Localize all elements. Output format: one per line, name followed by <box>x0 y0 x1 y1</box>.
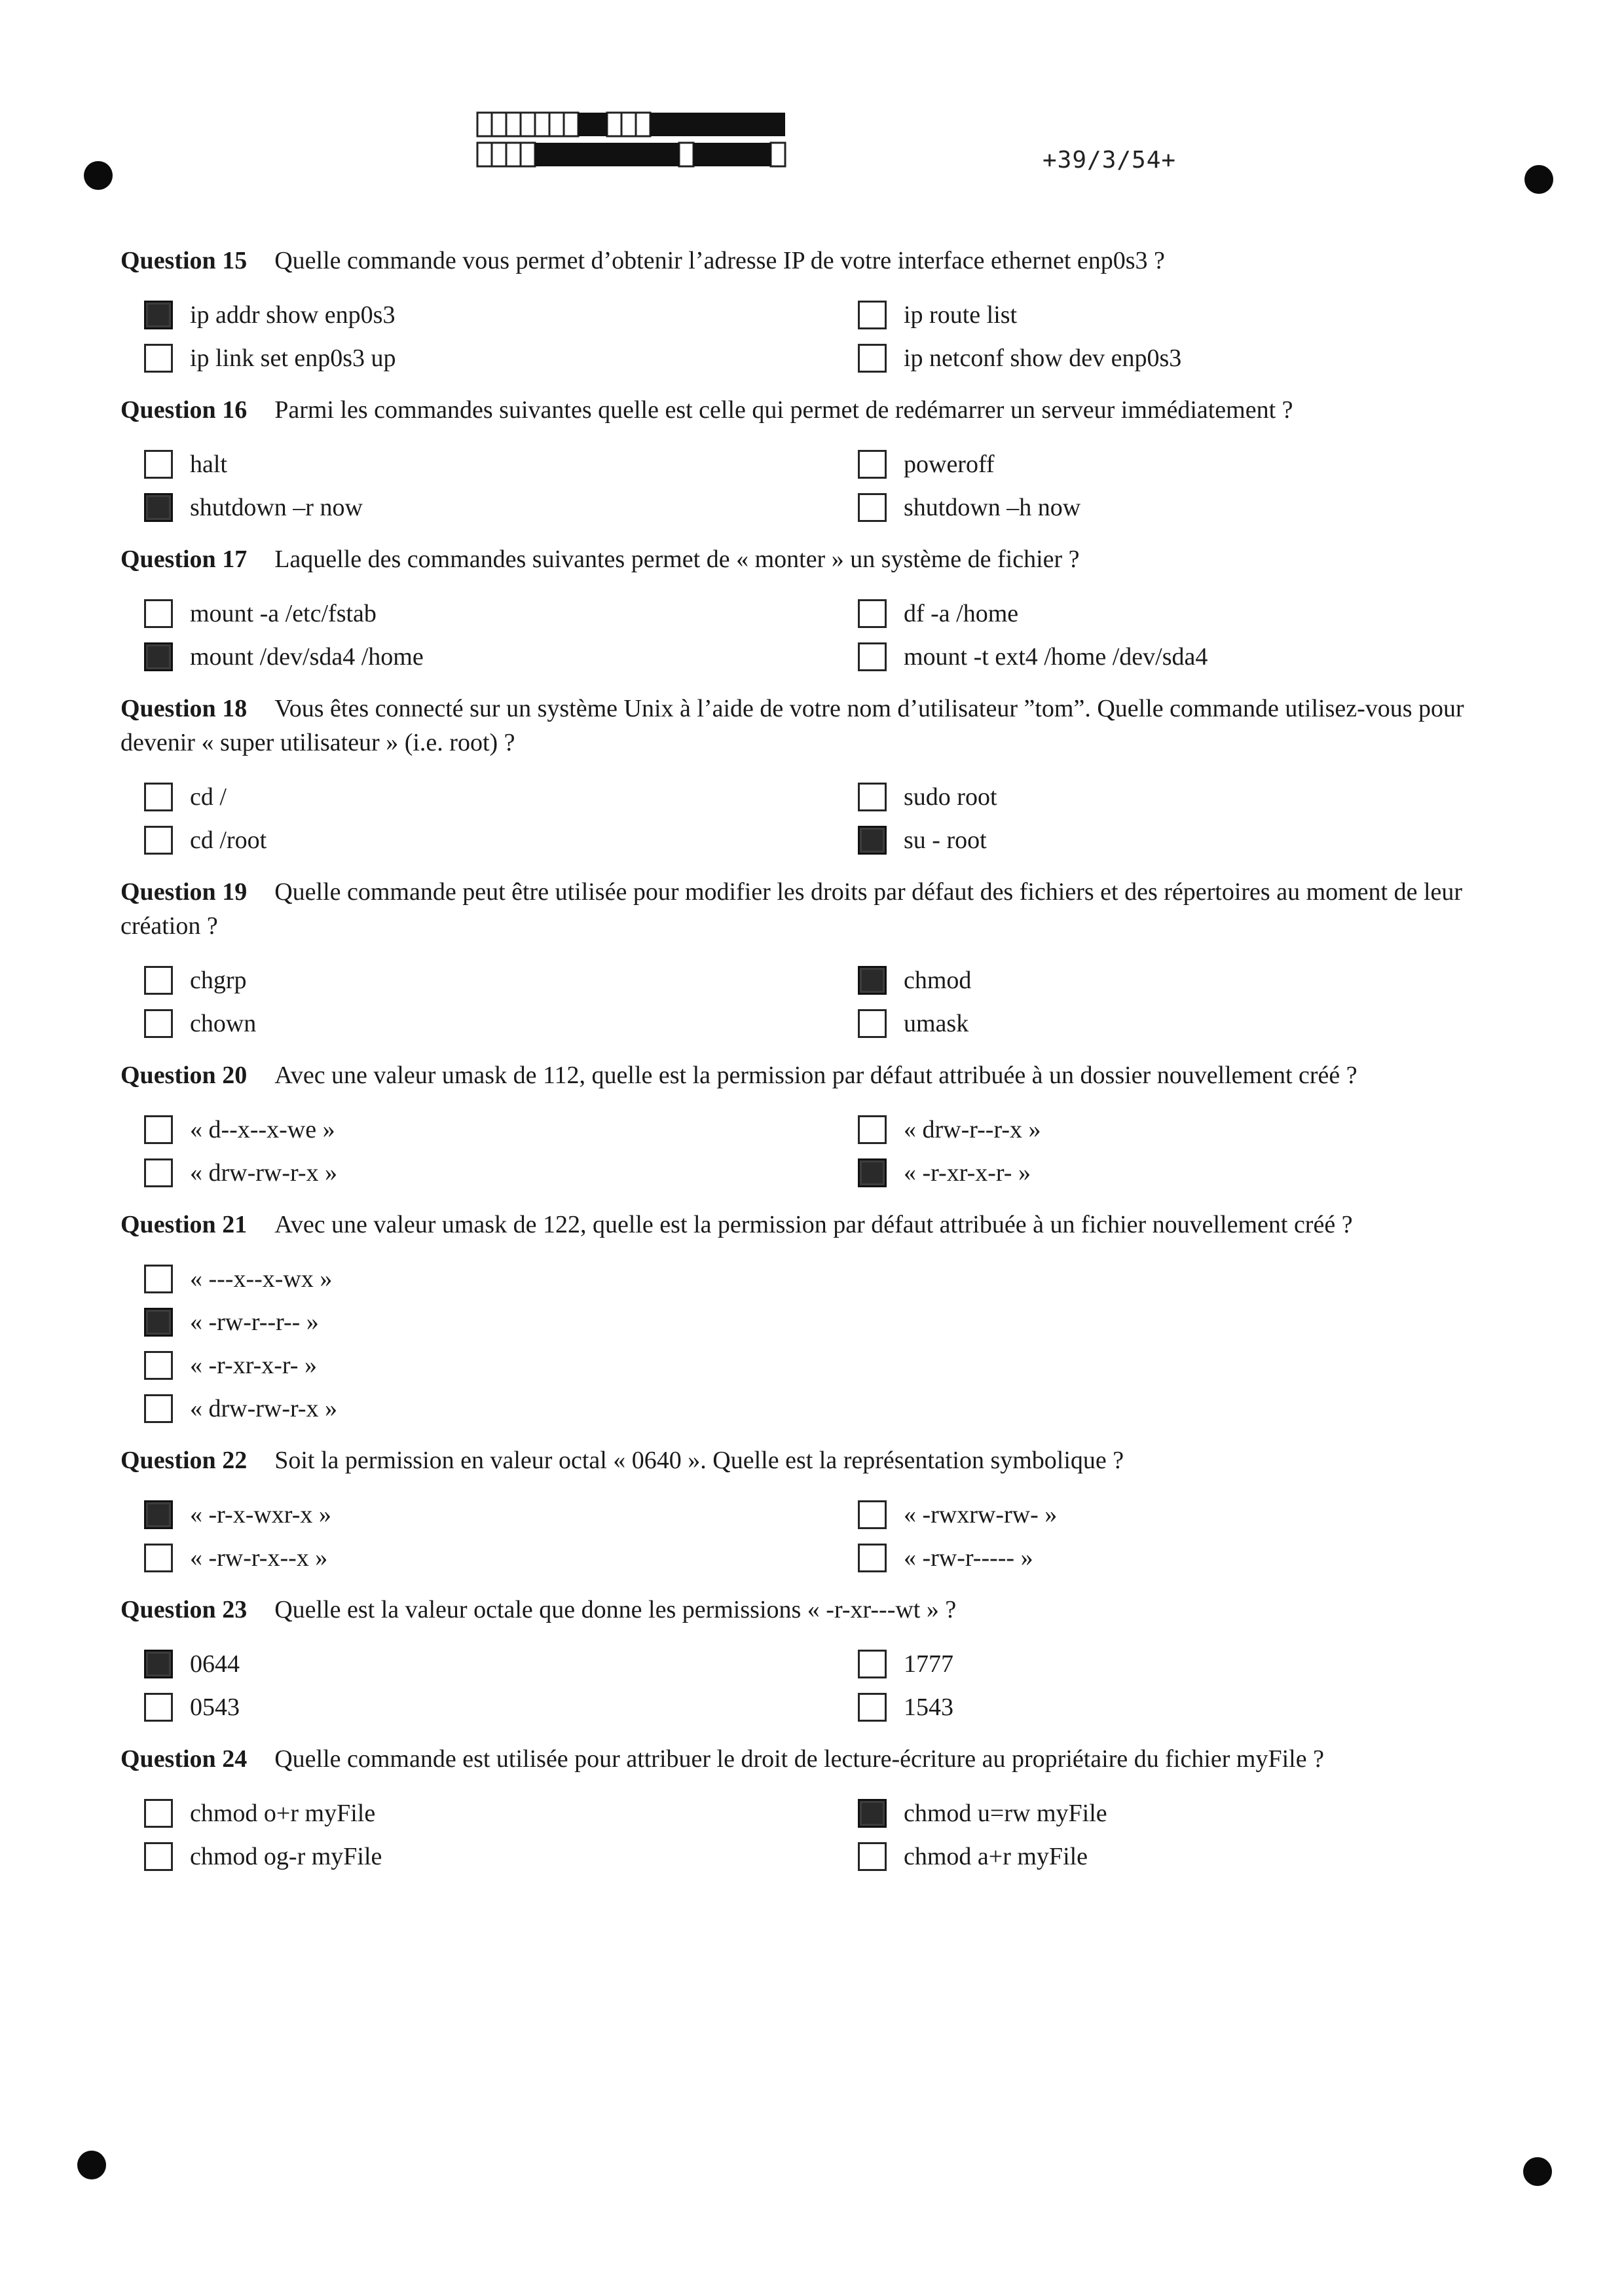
registration-mark-top-left <box>84 161 113 190</box>
answer-label: 1777 <box>904 1650 953 1678</box>
answer-options <box>120 779 1528 858</box>
question-number: Question 15 <box>120 247 248 274</box>
answer-option[interactable] <box>144 1796 858 1831</box>
page-barcode <box>476 111 790 170</box>
answer-label: ip netconf show dev enp0s3 <box>904 344 1182 372</box>
answer-option[interactable] <box>144 1839 858 1874</box>
answer-options <box>120 596 1528 675</box>
answer-label: « drw-rw-r-x » <box>190 1395 338 1422</box>
checkbox-unchecked[interactable] <box>144 826 173 855</box>
answer-option[interactable] <box>858 779 1513 815</box>
answer-option[interactable] <box>858 639 1513 675</box>
answer-option[interactable] <box>144 1305 858 1340</box>
answer-option[interactable] <box>858 447 1513 482</box>
checkbox-unchecked[interactable] <box>858 1693 887 1722</box>
answer-label: ip link set enp0s3 up <box>190 344 396 372</box>
question-text: Quelle commande est utilisée pour attribuer le droit de lecture-écriture au propriétaire du fichier myFile ? <box>274 1745 1324 1773</box>
answer-label: « d--x--x-we » <box>190 1116 335 1143</box>
answer-options <box>120 1646 1528 1725</box>
answer-label: chmod <box>904 967 972 994</box>
answer-option[interactable] <box>144 297 858 333</box>
checkbox-checked[interactable] <box>144 301 173 329</box>
checkbox-unchecked[interactable] <box>144 450 173 479</box>
checkbox-unchecked[interactable] <box>858 1115 887 1144</box>
question-list <box>120 244 1528 1891</box>
question-text: Parmi les commandes suivantes quelle est celle qui permet de redémarrer un serveur immédiatement ? <box>274 396 1293 424</box>
question-block <box>120 875 1528 1041</box>
answer-label: 1543 <box>904 1694 953 1721</box>
answer-label: su - root <box>904 826 987 854</box>
checkbox-unchecked[interactable] <box>858 1544 887 1572</box>
answer-option[interactable] <box>144 490 858 525</box>
checkbox-checked[interactable] <box>858 1158 887 1187</box>
question-statement <box>120 1593 1528 1627</box>
question-number: Question 21 <box>120 1211 248 1238</box>
answer-label: chgrp <box>190 967 247 994</box>
question-block <box>120 1593 1528 1725</box>
answer-options <box>120 1112 1528 1191</box>
checkbox-unchecked[interactable] <box>144 1351 173 1380</box>
answer-option[interactable] <box>144 639 858 675</box>
answer-option[interactable] <box>144 1348 858 1383</box>
checkbox-checked[interactable] <box>144 1308 173 1337</box>
answer-option[interactable] <box>858 297 1513 333</box>
answer-label: df -a /home <box>904 600 1019 627</box>
question-statement <box>120 692 1528 760</box>
answer-label: sudo root <box>904 783 997 811</box>
checkbox-unchecked[interactable] <box>144 1009 173 1038</box>
question-block <box>120 1058 1528 1191</box>
answer-option[interactable] <box>858 1690 1513 1725</box>
question-text: Vous êtes connecté sur un système Unix à l’aide de votre nom d’utilisateur ”tom”. Quelle commande utilisez-vous pour devenir « super utilisateur » (i.e. root) ? <box>120 695 1464 756</box>
answer-options <box>120 297 1528 376</box>
answer-option[interactable] <box>144 341 858 376</box>
answer-option[interactable] <box>858 596 1513 631</box>
registration-mark-bottom-left <box>77 2151 106 2179</box>
question-text: Avec une valeur umask de 112, quelle est la permission par défaut attribuée à un dossier nouvellement créé ? <box>274 1062 1357 1089</box>
answer-option[interactable] <box>858 823 1513 858</box>
checkbox-unchecked[interactable] <box>144 1693 173 1722</box>
answer-label: 0543 <box>190 1694 240 1721</box>
checkbox-unchecked[interactable] <box>144 1158 173 1187</box>
checkbox-unchecked[interactable] <box>858 642 887 671</box>
answer-option[interactable] <box>144 1646 858 1682</box>
checkbox-unchecked[interactable] <box>858 1650 887 1678</box>
question-block <box>120 692 1528 858</box>
answer-label: chown <box>190 1010 257 1037</box>
question-block <box>120 393 1528 525</box>
answer-label: « -r-xr-x-r- » <box>904 1159 1031 1187</box>
answer-option[interactable] <box>858 1006 1513 1041</box>
checkbox-unchecked[interactable] <box>144 599 173 628</box>
answer-option[interactable] <box>858 1796 1513 1831</box>
question-text: Soit la permission en valeur octal « 0640 ». Quelle est la représentation symbolique ? <box>274 1447 1124 1474</box>
question-block <box>120 542 1528 675</box>
answer-label: chmod og-r myFile <box>190 1843 382 1870</box>
answer-options <box>120 963 1528 1041</box>
question-number: Question 22 <box>120 1447 248 1474</box>
checkbox-checked[interactable] <box>858 826 887 855</box>
checkbox-checked[interactable] <box>144 642 173 671</box>
answer-option[interactable] <box>858 1540 1513 1576</box>
answer-option[interactable] <box>144 1391 858 1426</box>
answer-option[interactable] <box>144 1155 858 1191</box>
checkbox-unchecked[interactable] <box>144 1394 173 1423</box>
checkbox-unchecked[interactable] <box>144 1842 173 1871</box>
answer-label: ip addr show enp0s3 <box>190 301 396 329</box>
checkbox-checked[interactable] <box>858 1799 887 1828</box>
answer-option[interactable] <box>144 963 858 998</box>
answer-label: « drw-r--r-x » <box>904 1116 1041 1143</box>
question-block <box>120 244 1528 376</box>
question-number: Question 18 <box>120 695 248 722</box>
answer-option[interactable] <box>858 1646 1513 1682</box>
answer-label: 0644 <box>190 1650 240 1678</box>
answer-option[interactable] <box>858 490 1513 525</box>
answer-options <box>120 447 1528 525</box>
question-block <box>120 1208 1528 1426</box>
checkbox-unchecked[interactable] <box>858 301 887 329</box>
answer-options <box>120 1796 1528 1874</box>
checkbox-unchecked[interactable] <box>144 966 173 995</box>
checkbox-unchecked[interactable] <box>144 1265 173 1293</box>
question-block <box>120 1443 1528 1576</box>
question-statement <box>120 1742 1528 1776</box>
answer-label: cd /root <box>190 826 267 854</box>
answer-option[interactable] <box>858 1839 1513 1874</box>
answer-label: chmod a+r myFile <box>904 1843 1088 1870</box>
checkbox-unchecked[interactable] <box>858 493 887 522</box>
answer-option[interactable] <box>144 1112 858 1147</box>
answer-option[interactable] <box>858 341 1513 376</box>
answer-option[interactable] <box>144 779 858 815</box>
question-text: Quelle est la valeur octale que donne les permissions « -r-xr---wt » ? <box>274 1596 957 1623</box>
answer-label: « -r-xr-x-r- » <box>190 1352 317 1379</box>
answer-label: halt <box>190 451 227 478</box>
answer-label: umask <box>904 1010 969 1037</box>
checkbox-checked[interactable] <box>144 1500 173 1529</box>
exam-code: +39/3/54+ <box>1043 147 1177 174</box>
question-statement <box>120 244 1528 278</box>
answer-label: shutdown –h now <box>904 494 1081 521</box>
answer-label: ip route list <box>904 301 1018 329</box>
answer-label: « ---x--x-wx » <box>190 1265 333 1293</box>
checkbox-checked[interactable] <box>144 493 173 522</box>
answer-option[interactable] <box>858 963 1513 998</box>
answer-option[interactable] <box>144 1497 858 1532</box>
question-text: Laquelle des commandes suivantes permet de « monter » un système de fichier ? <box>274 546 1080 573</box>
checkbox-unchecked[interactable] <box>858 1500 887 1529</box>
answer-label: shutdown –r now <box>190 494 363 521</box>
checkbox-unchecked[interactable] <box>144 1799 173 1828</box>
question-text: Quelle commande peut être utilisée pour modifier les droits par défaut des fichiers et des répertoires au moment de leur création ? <box>120 878 1463 940</box>
answer-option[interactable] <box>144 823 858 858</box>
question-number: Question 16 <box>120 396 248 424</box>
registration-mark-top-right <box>1524 165 1553 194</box>
checkbox-unchecked[interactable] <box>144 344 173 373</box>
checkbox-unchecked[interactable] <box>858 1842 887 1871</box>
checkbox-checked[interactable] <box>144 1650 173 1678</box>
question-number: Question 20 <box>120 1062 248 1089</box>
question-statement <box>120 1443 1528 1477</box>
question-statement <box>120 875 1528 943</box>
answer-label: « -rw-r--r-- » <box>190 1308 319 1336</box>
question-number: Question 17 <box>120 546 248 573</box>
answer-label: chmod u=rw myFile <box>904 1800 1107 1827</box>
question-block <box>120 1742 1528 1874</box>
checkbox-unchecked[interactable] <box>858 450 887 479</box>
question-statement <box>120 1058 1528 1092</box>
answer-label: chmod o+r myFile <box>190 1800 376 1827</box>
question-text: Quelle commande vous permet d’obtenir l’adresse IP de votre interface ethernet enp0s3 ? <box>274 247 1165 274</box>
answer-label: cd / <box>190 783 227 811</box>
registration-mark-bottom-right <box>1523 2157 1552 2186</box>
question-number: Question 24 <box>120 1745 248 1773</box>
checkbox-unchecked[interactable] <box>858 1009 887 1038</box>
question-statement <box>120 542 1528 576</box>
question-statement <box>120 393 1528 427</box>
answer-label: « drw-rw-r-x » <box>190 1159 338 1187</box>
checkbox-unchecked[interactable] <box>858 783 887 811</box>
answer-label: poweroff <box>904 451 995 478</box>
checkbox-unchecked[interactable] <box>144 783 173 811</box>
answer-options <box>120 1497 1528 1576</box>
answer-option[interactable] <box>858 1497 1513 1532</box>
checkbox-checked[interactable] <box>858 966 887 995</box>
question-statement <box>120 1208 1528 1242</box>
checkbox-unchecked[interactable] <box>858 599 887 628</box>
question-text: Avec une valeur umask de 122, quelle est la permission par défaut attribuée à un fichier nouvellement créé ? <box>274 1211 1353 1238</box>
answer-option[interactable] <box>144 1261 858 1297</box>
answer-label: mount -a /etc/fstab <box>190 600 377 627</box>
answer-option[interactable] <box>144 1006 858 1041</box>
checkbox-unchecked[interactable] <box>858 344 887 373</box>
answer-label: « -rw-r-x--x » <box>190 1544 328 1572</box>
answer-option[interactable] <box>858 1112 1513 1147</box>
question-number: Question 19 <box>120 878 248 906</box>
answer-option[interactable] <box>144 1690 858 1725</box>
answer-option[interactable] <box>144 596 858 631</box>
question-number: Question 23 <box>120 1596 248 1623</box>
checkbox-unchecked[interactable] <box>144 1115 173 1144</box>
answer-label: mount -t ext4 /home /dev/sda4 <box>904 643 1208 671</box>
answer-option[interactable] <box>144 447 858 482</box>
answer-options <box>120 1261 1528 1426</box>
answer-label: mount /dev/sda4 /home <box>190 643 424 671</box>
answer-option[interactable] <box>858 1155 1513 1191</box>
answer-label: « -rwxrw-rw- » <box>904 1501 1058 1528</box>
answer-label: « -r-x-wxr-x » <box>190 1501 331 1528</box>
answer-label: « -rw-r----- » <box>904 1544 1033 1572</box>
checkbox-unchecked[interactable] <box>144 1544 173 1572</box>
answer-option[interactable] <box>144 1540 858 1576</box>
